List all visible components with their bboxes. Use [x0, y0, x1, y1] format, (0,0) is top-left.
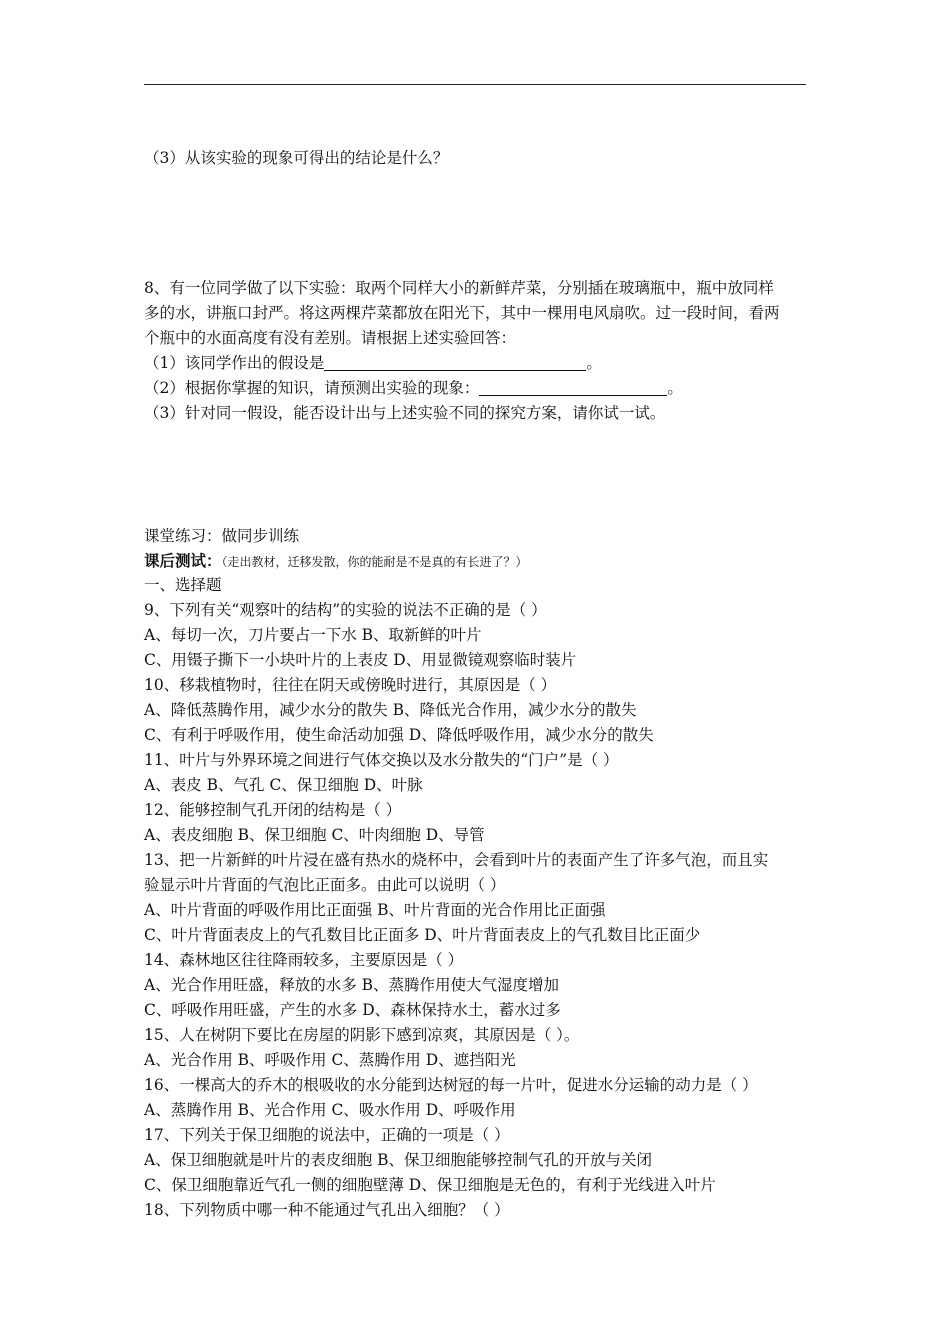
question-line: A、蒸腾作用 B、光合作用 C、吸水作用 D、呼吸作用	[144, 1101, 516, 1119]
question-line: 18、下列物质中哪一种不能通过气孔出入细胞？（ ）	[144, 1201, 510, 1219]
question-line: C、保卫细胞靠近气孔一侧的细胞壁薄 D、保卫细胞是无色的，有利于光线进入叶片	[144, 1176, 716, 1194]
question-line: 9、下列有关“观察叶的结构”的实验的说法不正确的是（ ）	[144, 601, 547, 619]
q8-sub1-answer-blank[interactable]	[324, 354, 586, 371]
question-line: 13、把一片新鲜的叶片浸在盛有热水的烧杯中，会看到叶片的表面产生了许多气泡，而且实	[144, 851, 769, 869]
question-line: 12、能够控制气孔开闭的结构是（ ）	[144, 801, 402, 819]
question-line: C、用镊子撕下一小块叶片的上表皮 D、用显微镜观察临时装片	[144, 651, 577, 669]
q8-line-2: 多的水，讲瓶口封严。将这两棵芹菜都放在阳光下，其中一棵用电风扇吹。过一段时间，看两	[144, 304, 780, 322]
question-line: A、每切一次，刀片要占一下水 B、取新鲜的叶片	[144, 626, 482, 644]
question-line: 15、人在树阴下要比在房屋的阴影下感到凉爽，其原因是（ ）。	[144, 1026, 580, 1044]
header-rule	[144, 84, 806, 85]
q8-sub1	[144, 351, 824, 376]
section-title: 一、选择题	[144, 576, 222, 594]
question-line: C、叶片背面表皮上的气孔数目比正面多 D、叶片背面表皮上的气孔数目比正面少	[144, 926, 701, 944]
q7-sub3: （3）从该实验的现象可得出的结论是什么？	[144, 149, 449, 167]
question-line: A、表皮细胞 B、保卫细胞 C、叶肉细胞 D、导管	[144, 826, 485, 844]
q8-sub3: （3）针对同一假设，能否设计出与上述实验不同的探究方案，请你试一试。	[144, 404, 666, 422]
q8-sub1-end: 。	[586, 354, 602, 372]
question-line: C、呼吸作用旺盛，产生的水多 D、森林保持水土，蓄水过多	[144, 1001, 561, 1019]
question-line: 17、下列关于保卫细胞的说法中，正确的一项是（ ）	[144, 1126, 510, 1144]
question-line: A、降低蒸腾作用，减少水分的散失 B、降低光合作用，减少水分的散失	[144, 701, 637, 719]
q8-line-3: 个瓶中的水面高度有没有差别。请根据上述实验回答：	[144, 329, 517, 347]
q8-sub2	[144, 376, 824, 401]
question-line: A、光合作用 B、呼吸作用 C、蒸腾作用 D、遮挡阳光	[144, 1051, 516, 1069]
question-line: 验显示叶片背面的气泡比正面多。由此可以说明（ ）	[144, 876, 506, 894]
q8-sub2-end: 。	[667, 379, 683, 397]
question-line: A、表皮 B、气孔 C、保卫细胞 D、叶脉	[144, 776, 423, 794]
question-line: 14、森林地区往往降雨较多，主要原因是（ ）	[144, 951, 464, 969]
q8-line-1: 8、有一位同学做了以下实验：取两个同样大小的新鲜芹菜，分别插在玻璃瓶中，瓶中放同样	[144, 279, 774, 297]
question-line: A、光合作用旺盛，释放的水多 B、蒸腾作用使大气湿度增加	[144, 976, 560, 994]
question-line: 16、一棵高大的乔木的根吸收的水分能到达树冠的每一片叶，促进水分运输的动力是（ ）	[144, 1076, 758, 1094]
q8-sub1-label: （1）该同学作出的假设是	[144, 354, 325, 372]
question-line: 11、叶片与外界环境之间进行气体交换以及水分散失的“门户”是（ ）	[144, 751, 619, 769]
classroom-practice: 课堂练习：做同步训练	[144, 527, 300, 545]
question-line: A、保卫细胞就是叶片的表皮细胞 B、保卫细胞能够控制气孔的开放与关闭	[144, 1151, 653, 1169]
q8-sub2-label: （2）根据你掌握的知识，请预测出实验的现象：	[144, 379, 480, 397]
q8-sub2-answer-blank[interactable]	[479, 379, 667, 396]
after-class-test	[144, 548, 824, 575]
after-test-note: （走出教材，迁移发散，你的能耐是不是真的有长进了？）	[221, 555, 528, 569]
question-line: C、有利于呼吸作用，使生命活动加强 D、降低呼吸作用，减少水分的散失	[144, 726, 654, 744]
question-line: A、叶片背面的呼吸作用比正面强 B、叶片背面的光合作用比正面强	[144, 901, 606, 919]
after-test-label: 课后测试：	[144, 551, 222, 570]
question-line: 10、移栽植物时，往往在阴天或傍晚时进行，其原因是（ ）	[144, 676, 557, 694]
